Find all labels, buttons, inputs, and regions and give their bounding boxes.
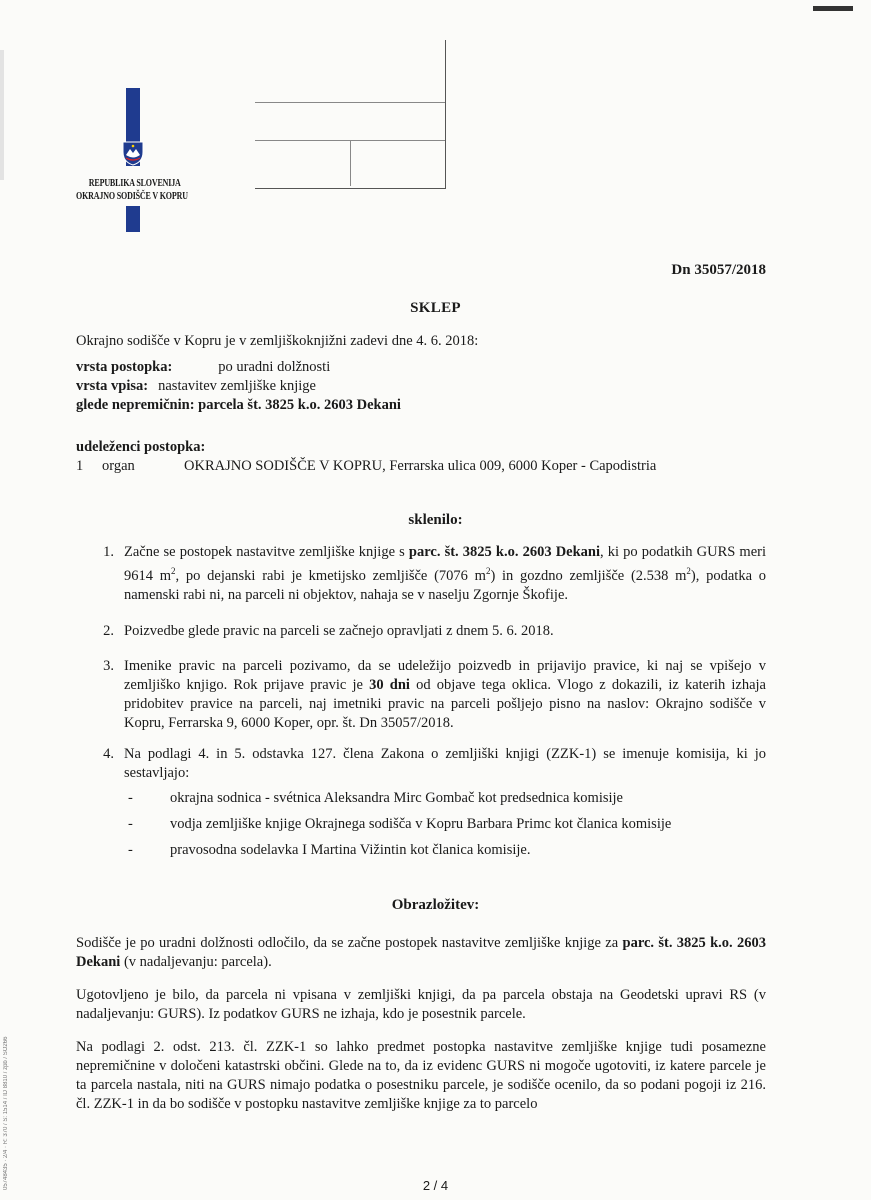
item-text: Poizvedbe glede pravic na parceli se začnejo opravljati z dnem 5. 6. 2018. (124, 623, 554, 639)
item-text (124, 657, 766, 733)
reasoning-p1-text: Sodišče je po uradni dolžnosti odločilo, da se začne postopek nastavitve zemljiške knjige za (76, 935, 623, 951)
item-1-text-a: Začne se postopek nastavitve zemljiške knjige s (124, 544, 409, 560)
property-value: parcela št. 3825 k.o. 2603 Dekani (198, 397, 401, 413)
crest-line-2: OKRAJNO SODIŠČE V KOPRU (76, 191, 188, 202)
scan-edge (0, 50, 4, 180)
reasoning-p1-tail: (v nadaljevanju: parcela). (120, 954, 272, 970)
scan-mark (813, 6, 853, 11)
member-text: vodja zemljiške knjige Okrajnega sodišča v Kopru Barbara Primc kot članica komisije (170, 816, 672, 832)
stamp-divider (350, 140, 351, 186)
list-dash: - (128, 816, 133, 832)
document-title: SKLEP (410, 300, 461, 316)
intro-text: Okrajno sodišče v Kopru je v zemljiškoknjižni zadevi dne 4. 6. 2018: (76, 333, 479, 349)
item-number: 3. (103, 658, 114, 674)
item-1-parcel: parc. št. 3825 k.o. 2603 Dekani (408, 544, 601, 560)
procedure-type-row (76, 358, 766, 377)
side-barcode-text: 05748435 · 2/4 · R: 370 / S: 1514 / ID 8810 / zpb / SO266 (3, 1036, 9, 1190)
participant-role: organ (102, 458, 135, 474)
entry-type-value: nastavitev zemljiške knjige (158, 378, 316, 394)
item-1-text-f: ), podatka o namenski rabi ni, na parceli ni objektov, nahaja se v naselju Zgornje Škofije. (124, 567, 767, 603)
item-3-text-a: Imenike pravic na parceli pozivamo, da se udeležijo poizvedb in prijavijo pravice, ki naj se vpišejo v zemljiško knjigo. Rok prijave pravic je (124, 658, 766, 693)
receipt-stamp (255, 40, 446, 189)
participant-index: 1 (76, 458, 84, 474)
superscript: 2 (485, 566, 491, 576)
procedure-type-value: po uradni dolžnosti (218, 359, 331, 375)
member-text: okrajna sodnica - svétnica Aleksandra Mirc Gombač kot predsednica komisije (170, 790, 623, 806)
stamp-line (255, 102, 445, 103)
item-number: 2. (103, 623, 114, 639)
item-text (124, 543, 766, 605)
entry-type-row (76, 377, 766, 396)
coat-of-arms-icon (120, 140, 146, 166)
procedure-type-label: vrsta postopka: (76, 359, 173, 375)
item-1-text-c: , ki po podatkih GURS meri 9614 m (124, 544, 766, 584)
reasoning-paragraph-2: Ugotovljeno je bilo, da parcela ni vpisana v zemljiški knjigi, da pa parcela obstaja na Geodetski upravi RS (v nadaljevanju: GURS). Iz podatkov GURS ne izhaja, kdo je posestnik parcele. (76, 987, 766, 1022)
reasoning-heading: Obrazložitev: (391, 897, 480, 913)
item-3-deadline: 30 dni (369, 677, 410, 693)
property-row (76, 396, 766, 415)
superscript: 2 (171, 566, 176, 576)
participant-name: OKRAJNO SODIŠČE V KOPRU, Ferrarska ulica 009, 6000 Koper - Capodistria (184, 458, 657, 474)
item-1-text-d: , po dejanski rabi je kmetijsko zemljišče (7076 m (175, 567, 486, 584)
list-dash: - (128, 842, 133, 858)
entry-type-label: vrsta vpisa: (76, 378, 149, 394)
decision-heading: sklenilo: (408, 512, 463, 528)
property-label: glede nepremičnin: (76, 397, 195, 413)
crest-caption (76, 177, 204, 203)
crest-bar-bottom (126, 206, 140, 232)
reasoning-paragraph-3: Na podlagi 2. odst. 213. čl. ZZK-1 so lahko predmet postopka nastavitve zemljiške knjige tudi posamezne nepremičnine v določeni katastrski občini. Glede na to, da iz evidenc GURS ni mogoče ugotoviti, iz katere parcele je ta parcela nastala, niti na GURS nimajo podatka o posestniku parcele, je sodišče ocenilo, da so podani pogoji iz 216. čl. ZZK-1 in da bo sodišče v postopku nastavitve zemljiške knjige za to parcelo (76, 1039, 766, 1112)
reasoning-paragraph-1 (76, 934, 766, 972)
list-dash: - (128, 790, 133, 806)
item-1-text-e: ) in gozdno zemljišče (2.538 m (490, 567, 687, 584)
superscript: 2 (686, 566, 691, 576)
crest-line-1: REPUBLIKA SLOVENIJA (88, 178, 181, 189)
member-text: pravosodna sodelavka I Martina Vižintin kot članica komisije. (170, 842, 531, 858)
case-number: Dn 35057/2018 (671, 262, 766, 278)
item-number: 4. (103, 746, 114, 762)
item-3-text-c: od objave tega oklica. Vlogo z dokazili, iz katerih izhaja pridobitev pravice na parceli, naj imetniki pravic na parceli pošljejo pisno na naslov: Okrajno sodišče v Kopru, Ferrarska 9, 6000 Koper, opr. št. Dn 35057/2018. (124, 677, 766, 731)
reasoning-p1-parcel: parc. št. 3825 k.o. 2603 Dekani (76, 935, 766, 970)
page-number: 2 / 4 (422, 1178, 449, 1193)
participants-heading: udeleženci postopka: (76, 439, 206, 455)
item-text: Na podlagi 4. in 5. odstavka 127. člena Zakona o zemljiški knjigi (ZZK-1) se imenuje komisija, ki jo sestavljajo: (124, 746, 766, 781)
item-number: 1. (103, 544, 114, 560)
